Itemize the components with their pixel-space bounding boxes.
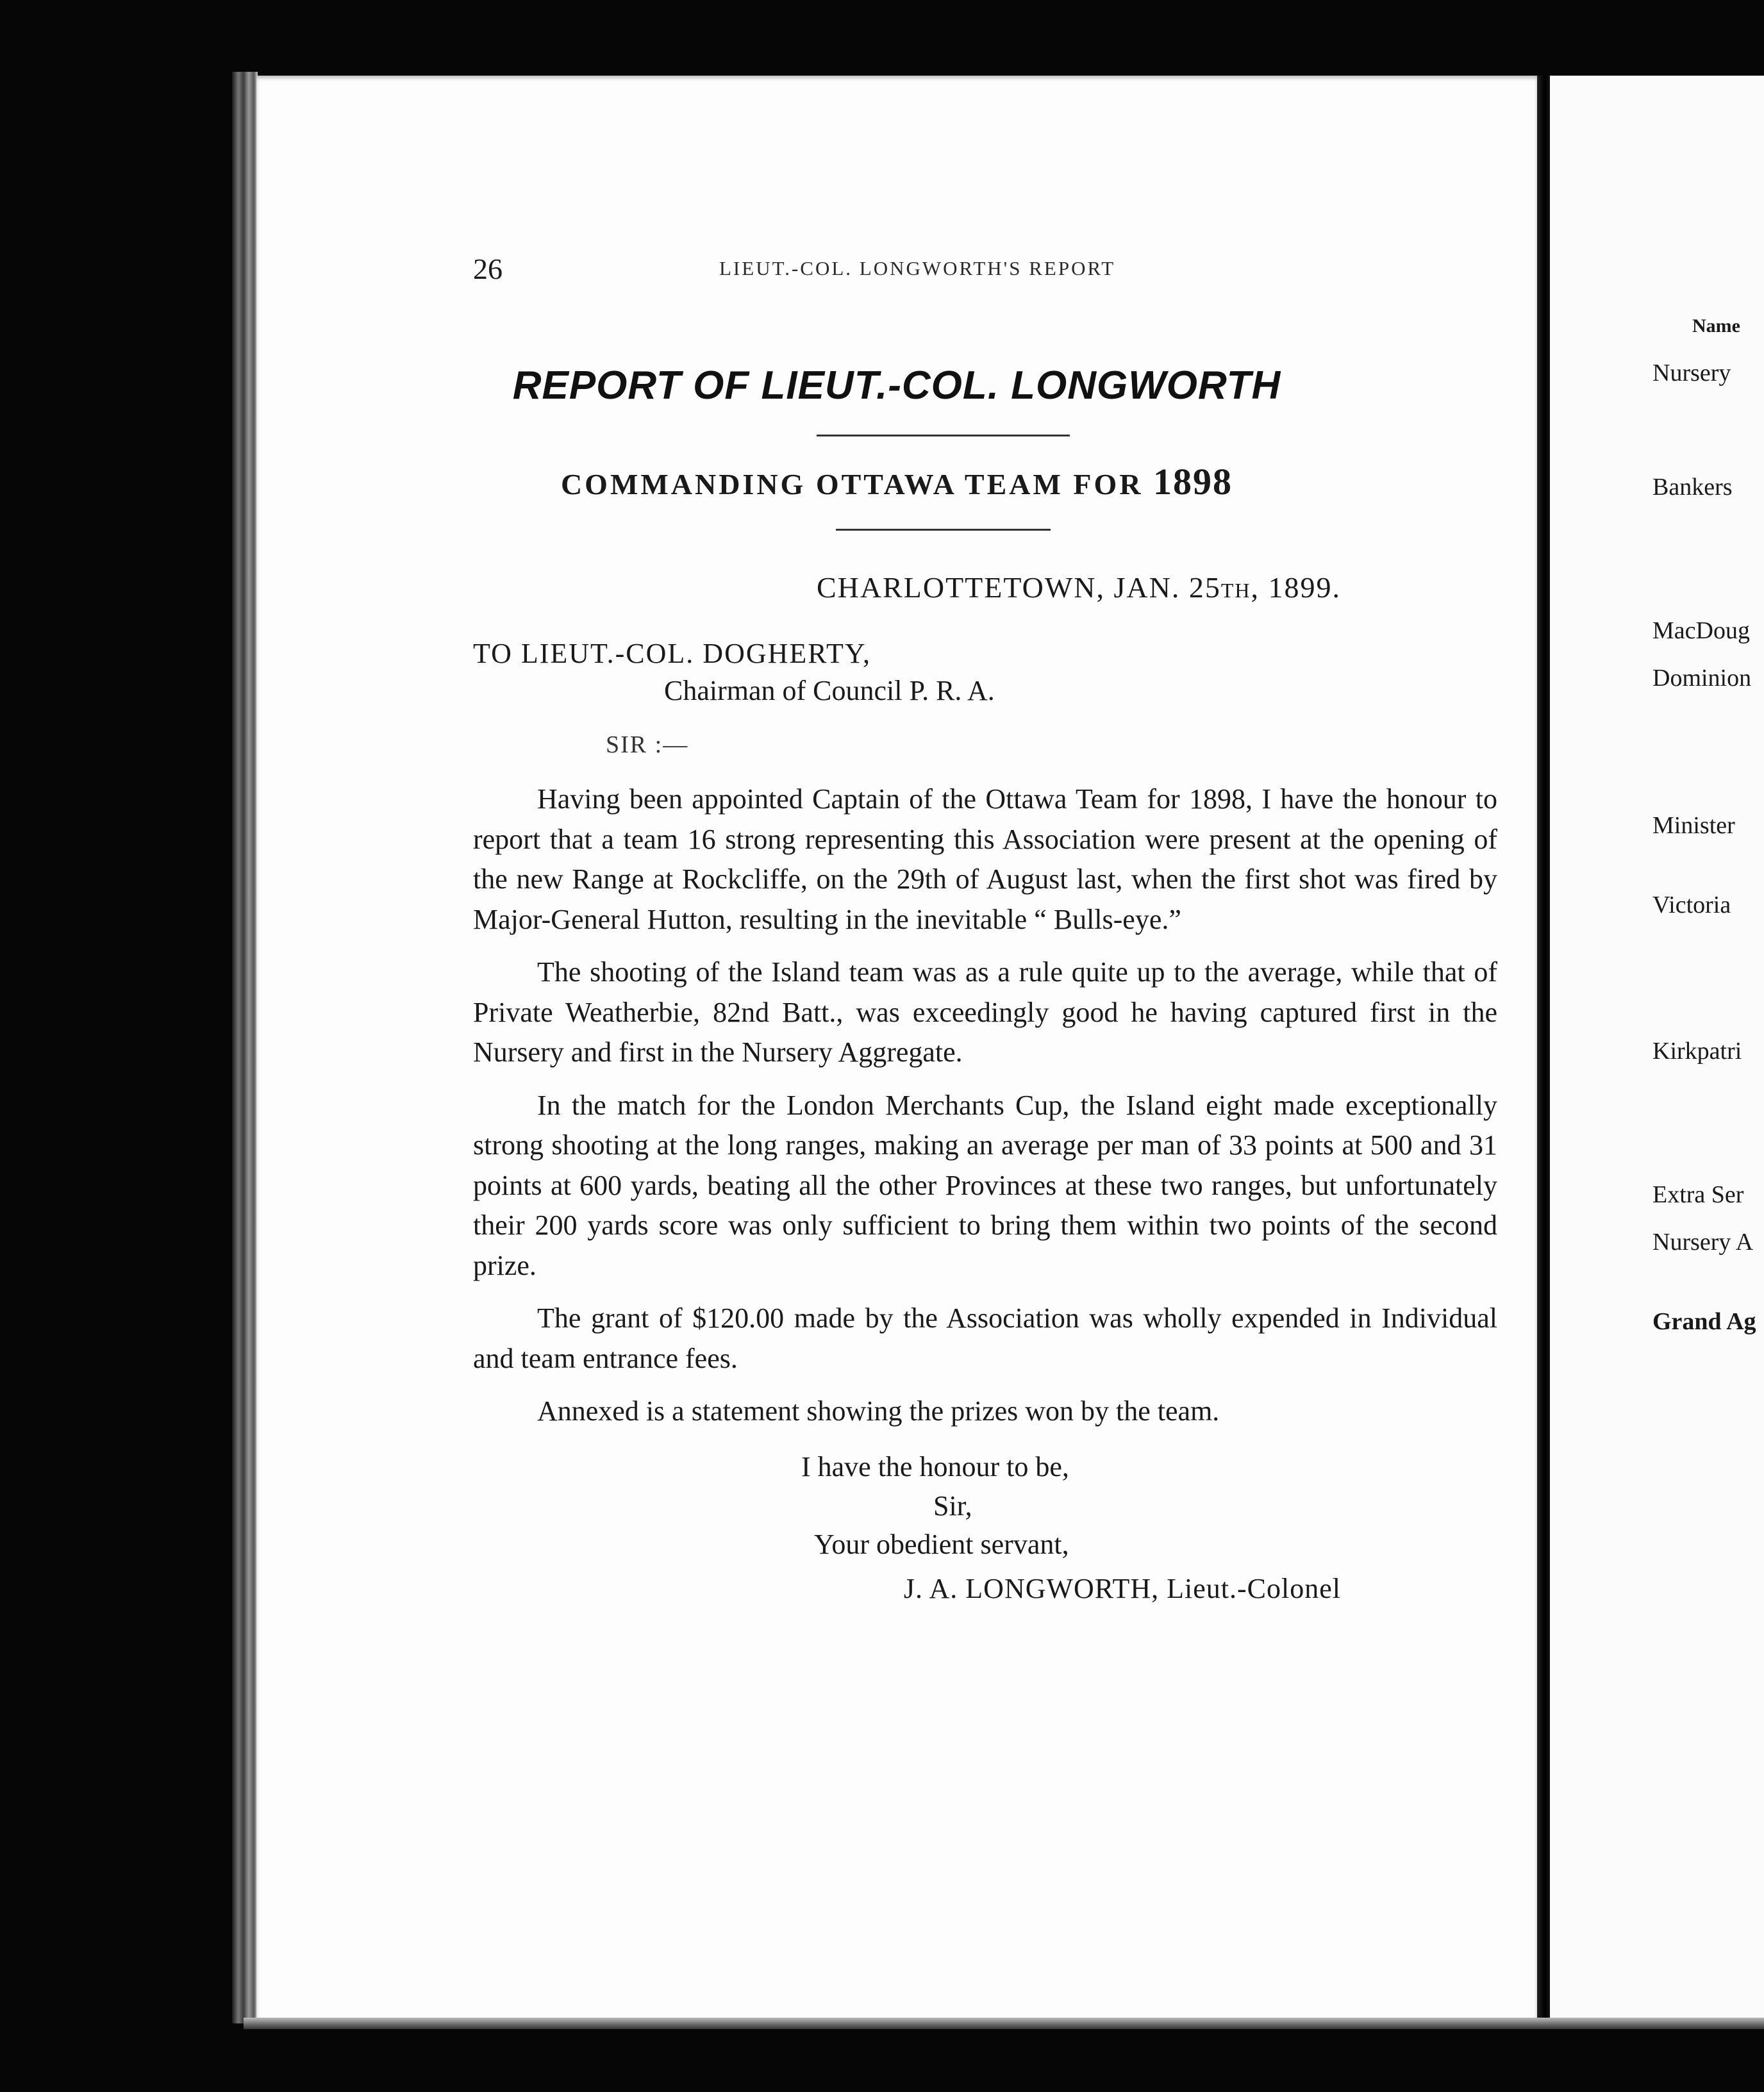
closing-sir: Sir, — [933, 1490, 972, 1522]
page-number: 26 — [473, 253, 503, 285]
facing-label: MacDoug — [1652, 617, 1750, 644]
paragraph: The shooting of the Island team was as a rule quite up to the average, while that of Private Weatherbie, 82nd Batt., was exceedingly good he having captured first in the Nursery and first in the Nursery Aggregate. — [473, 956, 1497, 1068]
dateline: CHARLOTTETOWN, JAN. 25th, 1899. — [816, 571, 1341, 604]
report-title: REPORT OF LIEUT.-COL. LONGWORTH — [512, 363, 1281, 408]
subtitle-text: COMMANDING OTTAWA TEAM FOR — [560, 468, 1144, 501]
closing-line: I have the honour to be, — [801, 1451, 1069, 1482]
book-gutter — [1537, 76, 1550, 2018]
facing-label: Minister — [1652, 812, 1735, 839]
facing-label: Kirkpatri — [1652, 1038, 1742, 1065]
facing-label: Nursery A — [1652, 1229, 1754, 1256]
subtitle-year: 1898 — [1153, 461, 1233, 502]
facing-label: Extra Ser — [1652, 1181, 1744, 1208]
running-head: LIEUT.-COL. LONGWORTH'S REPORT — [719, 257, 1116, 279]
page-stack-edge — [232, 72, 258, 2023]
left-page — [256, 76, 1537, 2018]
facing-label: Grand Ag — [1652, 1308, 1756, 1335]
facing-label: Victoria — [1652, 892, 1731, 918]
paragraph: The grant of $120.00 made by the Association was wholly expended in Individual and team entrance fees. — [473, 1302, 1497, 1374]
closing-servant: Your obedient servant, — [814, 1529, 1069, 1560]
facing-label: Nursery — [1652, 360, 1731, 386]
page-bottom-edge — [244, 2018, 1764, 2029]
facing-header: Name — [1692, 315, 1740, 336]
addressee: TO LIEUT.-COL. DOGHERTY, — [473, 638, 871, 669]
facing-label: Dominion — [1652, 665, 1752, 692]
subtitle-rule — [836, 529, 1051, 531]
letter-body — [473, 779, 1497, 1445]
paragraph: In the match for the London Merchants Cup, the Island eight made exceptionally strong shooting at the long ranges, making an average per man of 33 points at 500 and 31 points at 600 yards, beating all the other Provinces at these two ranges, but unfortunately their 200 yards score was only sufficient to bring them within two points of the second prize. — [473, 1089, 1497, 1281]
paragraph: Annexed is a statement showing the prizes won by the team. — [537, 1395, 1220, 1427]
title-rule — [817, 435, 1070, 436]
salutation: SIR :— — [606, 731, 689, 758]
facing-label: Bankers — [1652, 474, 1733, 501]
signature: J. A. LONGWORTH, Lieut.-Colonel — [903, 1573, 1341, 1604]
paragraph: Having been appointed Captain of the Ottawa Team for 1898, I have the honour to report that a team 16 strong representing this Association were present at the opening of the new Range at Rockcliffe, on the 29th of August last, when the first shot was fired by Major-General Hutton, resulting in the inevitable “ Bulls-eye.” — [473, 783, 1497, 935]
addressee-title: Chairman of Council P. R. A. — [664, 675, 995, 706]
report-subtitle — [256, 460, 1537, 503]
